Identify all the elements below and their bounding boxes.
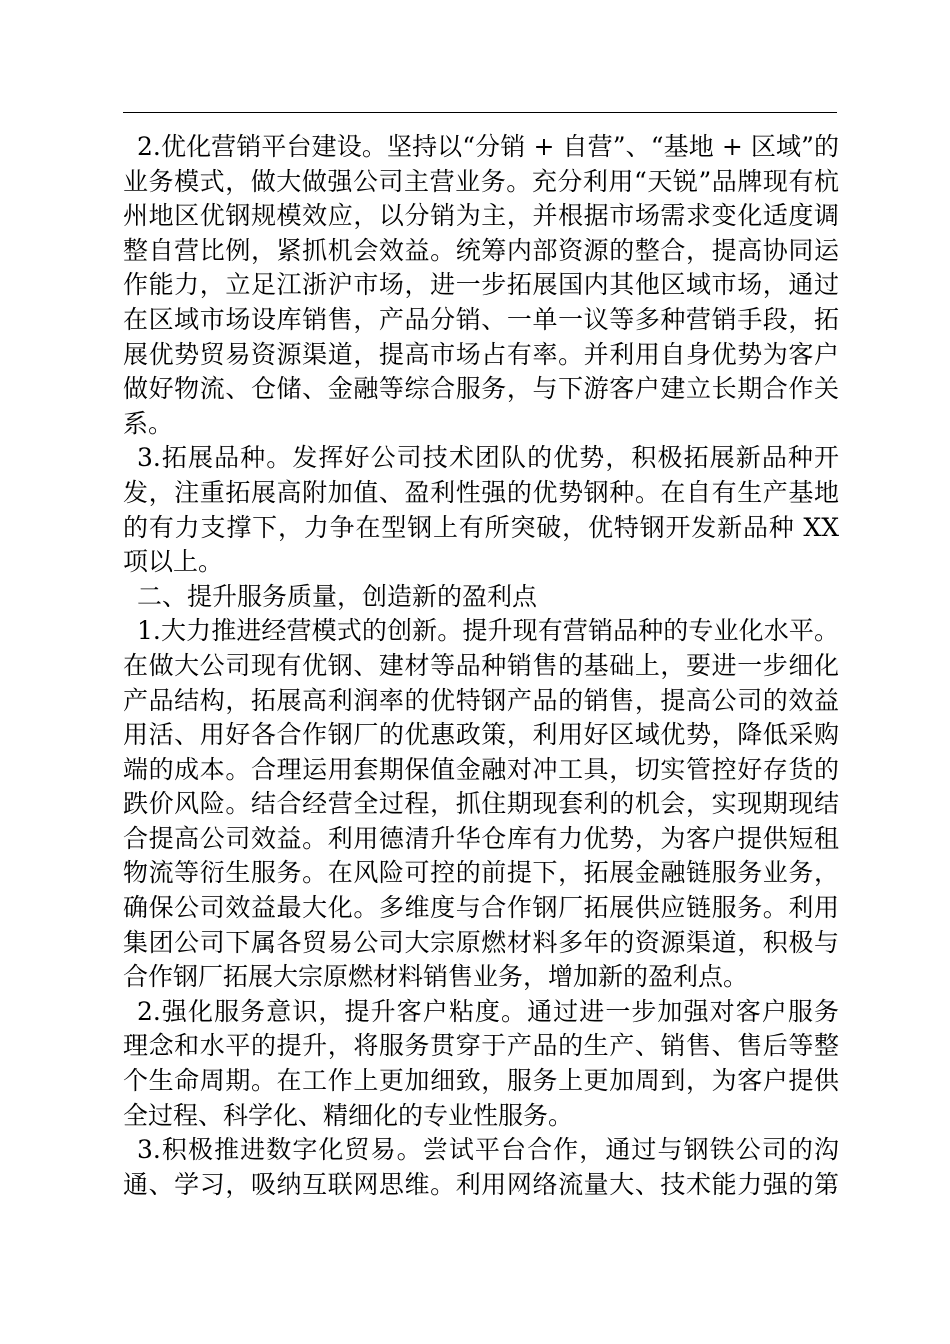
paragraph-line: 集团公司下属各贸易公司大宗原燃材料多年的资源渠道，积极与: [123, 927, 839, 957]
paragraph-line: 2.优化营销平台建设。坚持以“分销 + 自营”、“基地 + 区域”的: [137, 132, 839, 161]
paragraph-line: 端的成本。合理运用套期保值金融对冲工具，切实管控好存货的: [123, 754, 839, 784]
paragraph-line: 2.强化服务意识，提升客户粘度。通过进一步加强对客户服务: [137, 996, 839, 1026]
paragraph-line: 跌价风险。结合经营全过程，抓住期现套利的机会，实现期现结: [123, 789, 839, 819]
paragraph-line: 项以上。: [123, 547, 224, 577]
paragraph-line: 1.大力推进经营模式的创新。提升现有营销品种的专业化水平。: [137, 616, 839, 646]
paragraph-line: 理念和水平的提升，将服务贯穿于产品的生产、销售、售后等整: [123, 1031, 839, 1061]
paragraph-line: 通、学习，吸纳互联网思维。利用网络流量大、技术能力强的第: [123, 1169, 839, 1199]
paragraph-line: 展优势贸易资源渠道，提高市场占有率。并利用自身优势为客户: [123, 339, 839, 369]
paragraph-line: 系。: [123, 408, 174, 438]
paragraph-line: 合作钢厂拓展大宗原燃材料销售业务，增加新的盈利点。: [123, 962, 749, 992]
paragraph-line: 作能力，立足江浙沪市场，进一步拓展国内其他区域市场，通过: [123, 270, 839, 300]
paragraph-line: 个生命周期。在工作上更加细致，服务上更加周到，为客户提供: [123, 1066, 839, 1096]
paragraph-line: 做好物流、仓储、金融等综合服务，与下游客户建立长期合作关: [123, 374, 839, 404]
paragraph-line: 在做大公司现有优钢、建材等品种销售的基础上，要进一步细化: [123, 650, 839, 680]
document-body: [123, 130, 839, 1202]
paragraph-line: 合提高公司效益。利用德清升华仓库有力优势，为客户提供短租: [123, 823, 839, 853]
paragraph-line: 产品结构，拓展高利润率的优特钢产品的销售，提高公司的效益: [123, 685, 839, 715]
paragraph-line: 的有力支撑下，力争在型钢上有所突破，优特钢开发新品种 XX: [123, 512, 839, 542]
paragraph-line: 全过程、科学化、精细化的专业性服务。: [123, 1100, 574, 1130]
paragraph-line: 州地区优钢规模效应，以分销为主，并根据市场需求变化适度调: [123, 201, 839, 231]
paragraph-line: 业务模式，做大做强公司主营业务。充分利用“天锐”品牌现有杭: [123, 166, 839, 196]
paragraph-line: 3.积极推进数字化贸易。尝试平台合作，通过与钢铁公司的沟: [137, 1135, 839, 1165]
section-heading: 二、提升服务质量，创造新的盈利点: [137, 581, 538, 611]
paragraph-line: 用活、用好各合作钢厂的优惠政策，利用好区域优势，降低采购: [123, 720, 839, 750]
paragraph-line: 整自营比例，紧抓机会效益。统筹内部资源的整合，提高协同运: [123, 235, 839, 265]
paragraph-line: 在区域市场设库销售，产品分销、一单一议等多种营销手段，拓: [123, 304, 839, 334]
paragraph-line: 物流等衍生服务。在风险可控的前提下，拓展金融链服务业务，: [123, 858, 839, 888]
paragraph-line: 确保公司效益最大化。多维度与合作钢厂拓展供应链服务。利用: [123, 893, 839, 923]
paragraph-line: 3.拓展品种。发挥好公司技术团队的优势，积极拓展新品种开: [137, 443, 839, 473]
paragraph-line: 发，注重拓展高附加值、盈利性强的优势钢种。在自有生产基地: [123, 477, 839, 507]
header-rule: [123, 112, 837, 113]
